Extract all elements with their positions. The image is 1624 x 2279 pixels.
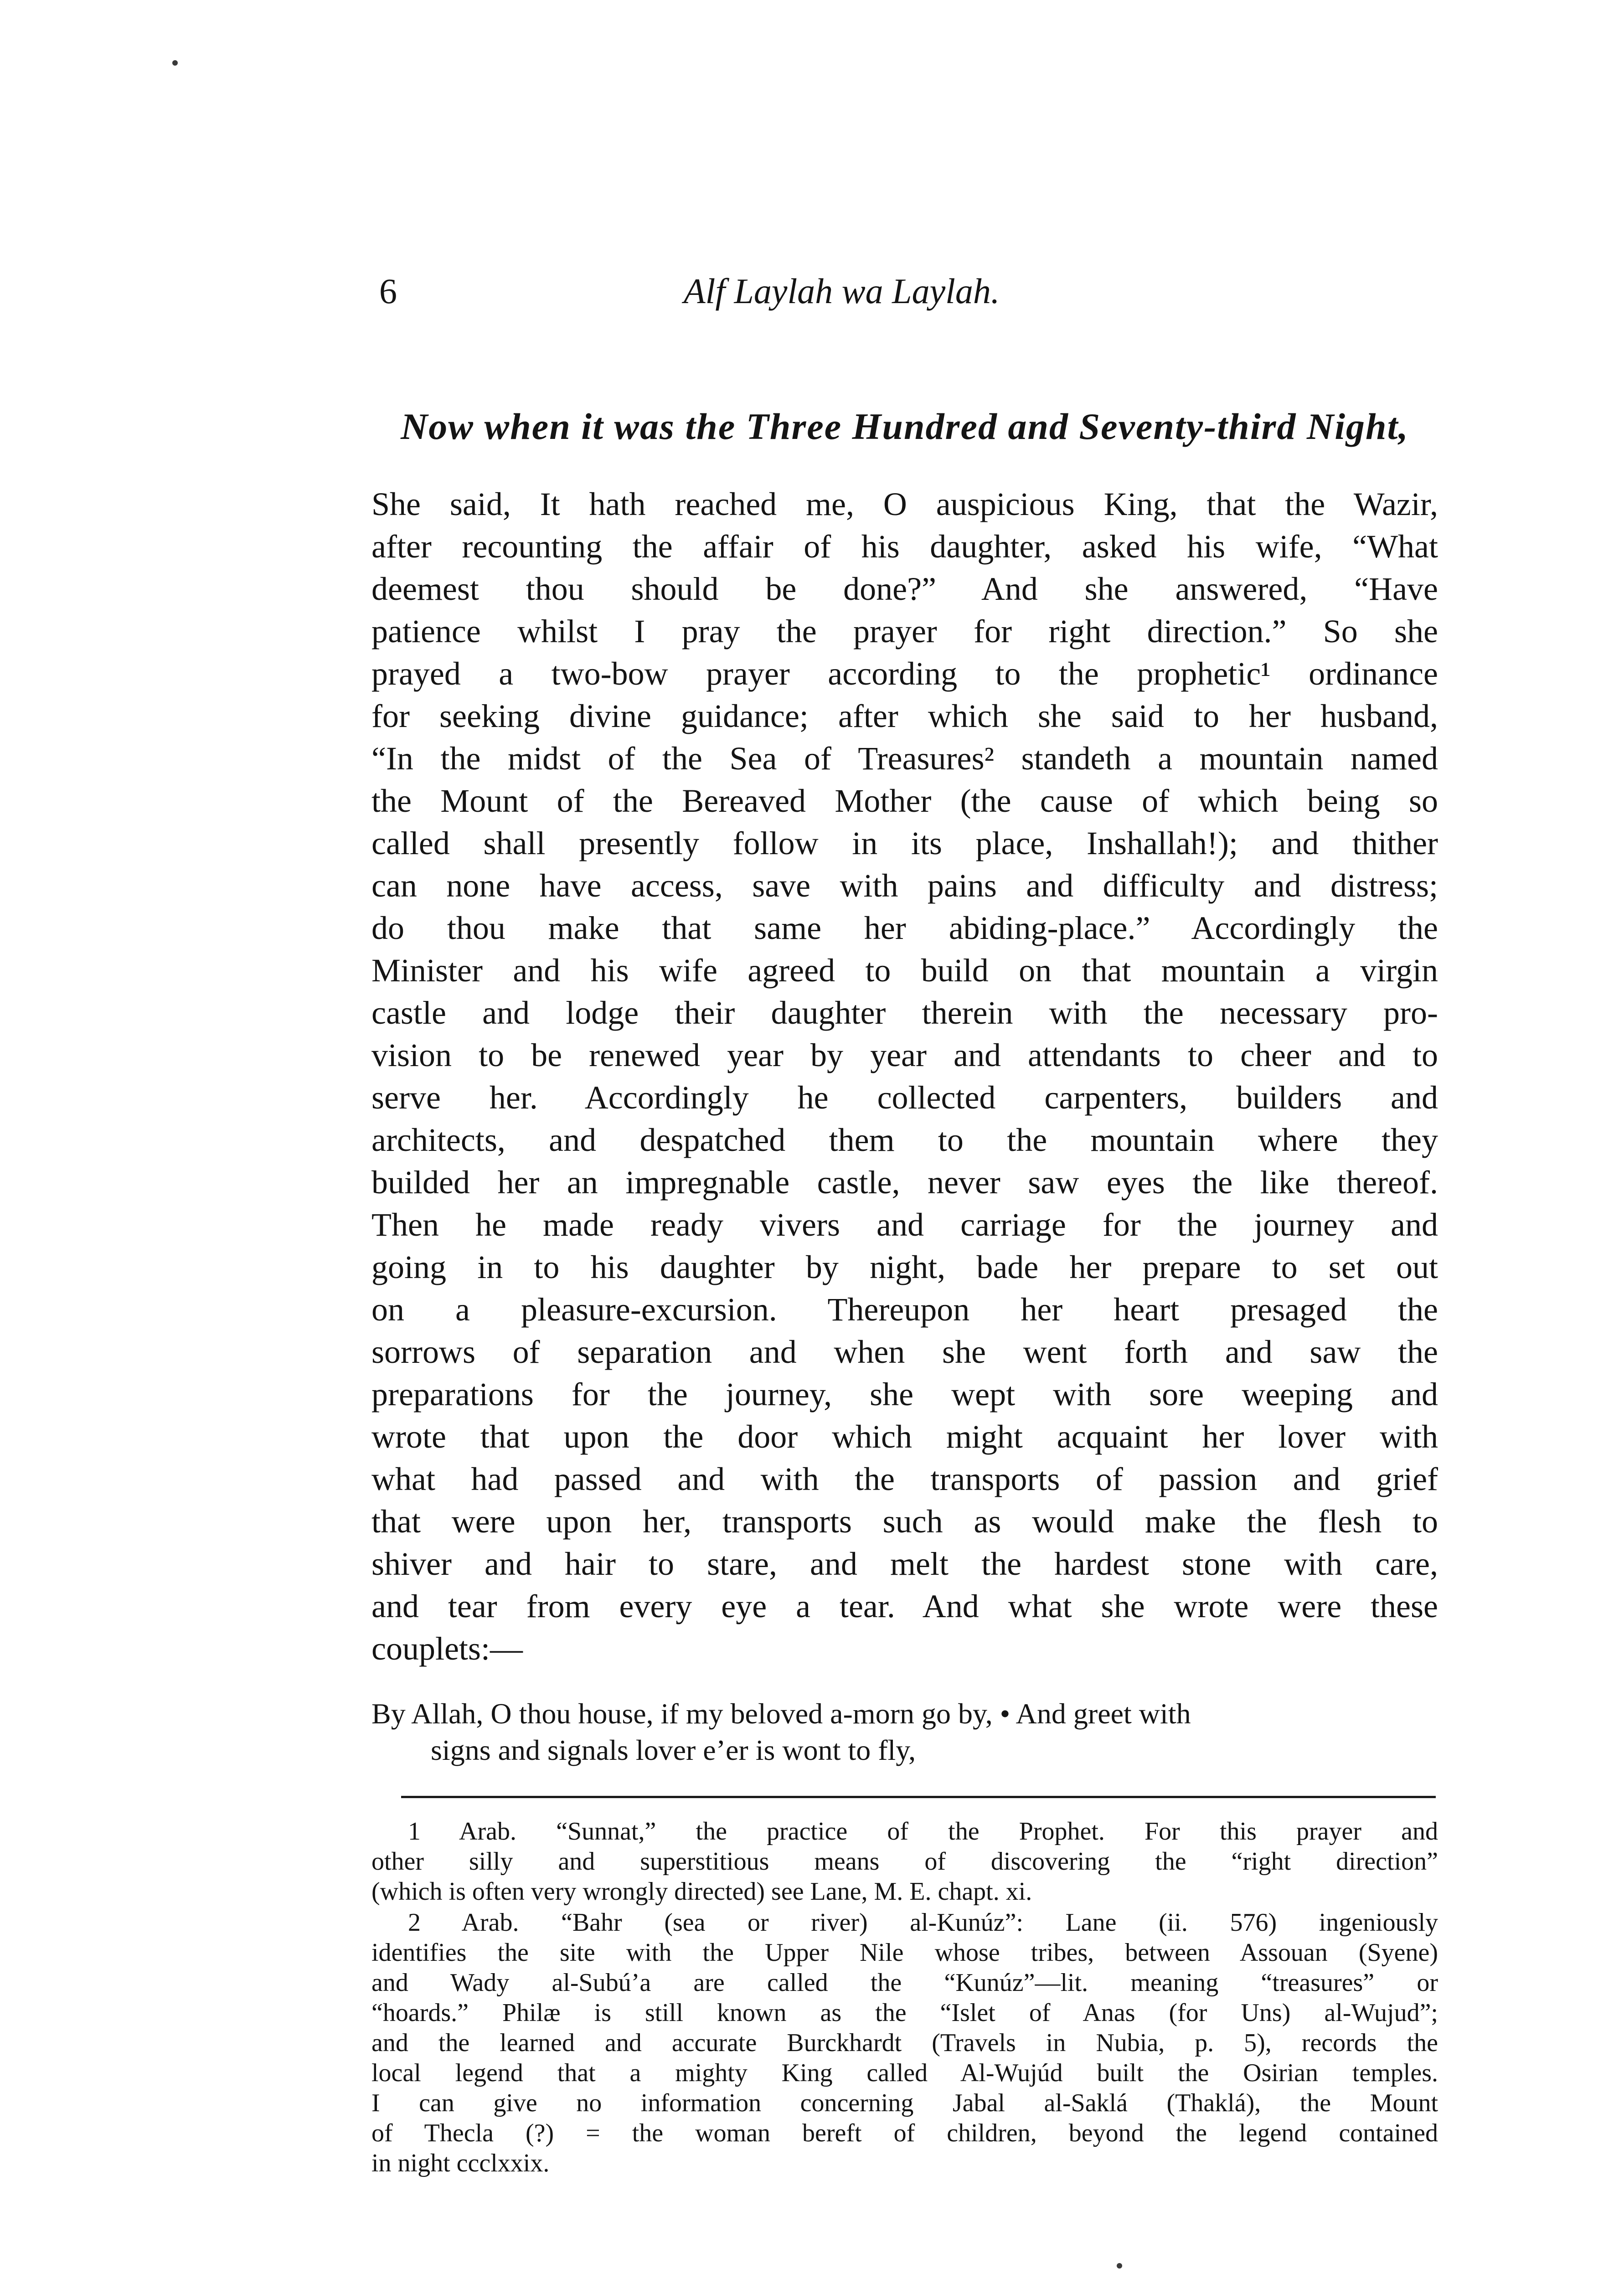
body-line: called shall presently follow in its place, Inshallah!); and thither — [371, 825, 1438, 861]
body-line: for seeking divine guidance; after which she said to her husband, — [371, 698, 1438, 734]
body-line: after recounting the affair of his daughter, asked his wife, “What — [371, 528, 1438, 565]
footnote-line: and Wady al-Subú’a are called the “Kunúz”—lit. meaning “treasures” or — [371, 1969, 1438, 1997]
footnote-rule — [401, 1796, 1436, 1798]
body-line: deemest thou should be done?” And she answered, “Have — [371, 571, 1438, 607]
verse-couplet — [371, 1696, 1438, 1769]
body-line: can none have access, save with pains and difficulty and distress; — [371, 867, 1438, 904]
body-line: prayed a two-bow prayer according to the prophetic¹ ordinance — [371, 655, 1438, 692]
body-text — [371, 483, 1438, 1670]
body-line: going in to his daughter by night, bade her prepare to set out — [371, 1249, 1438, 1285]
body-line: Minister and his wife agreed to build on that mountain a virgin — [371, 952, 1438, 989]
footnotes — [371, 1816, 1438, 2179]
body-line: architects, and despatched them to the mountain where they — [371, 1122, 1438, 1158]
body-line: what had passed and with the transports of passion and grief — [371, 1461, 1438, 1497]
page-number: 6 — [379, 271, 397, 311]
body-line: do thou make that same her abiding-place.” Accordingly the — [371, 910, 1438, 946]
stray-dot-mark — [172, 60, 178, 66]
footnote-line: in night ccclxxix. — [371, 2149, 550, 2177]
footnote-line: of Thecla (?) = the woman bereft of children, beyond the legend contained — [371, 2119, 1438, 2147]
footnote-line: (which is often very wrongly directed) see Lane, M. E. chapt. xi. — [371, 1877, 1032, 1906]
footnote-line: other silly and superstitious means of discovering the “right direction” — [371, 1847, 1438, 1876]
footnote-1 — [371, 1816, 1438, 1907]
footnote-line: “hoards.” Philæ is still known as the “Islet of Anas (for Uns) al-Wujud”; — [371, 1999, 1438, 2027]
footnote-line: 1 Arab. “Sunnat,” the practice of the Prophet. For this prayer and — [408, 1817, 1438, 1846]
body-line: that were upon her, transports such as would make the flesh to — [371, 1503, 1438, 1540]
body-line: serve her. Accordingly he collected carpenters, builders and — [371, 1079, 1438, 1116]
verse-line: By Allah, O thou house, if my beloved a-morn go by, • And greet with — [371, 1697, 1191, 1730]
body-line: preparations for the journey, she wept with sore weeping and — [371, 1376, 1438, 1413]
verse-line: signs and signals lover e’er is wont to fly, — [431, 1734, 916, 1766]
night-heading: Now when it was the Three Hundred and Seventy-third Night, — [401, 406, 1409, 447]
body-line: Then he made ready vivers and carriage for the journey and — [371, 1207, 1438, 1243]
footnote-line: local legend that a mighty King called Al-Wujúd built the Osirian temples. — [371, 2059, 1438, 2087]
body-line: patience whilst I pray the prayer for right direction.” So she — [371, 613, 1438, 650]
body-line: builded her an impregnable castle, never saw eyes the like thereof. — [371, 1164, 1438, 1201]
footnote-line: 2 Arab. “Bahr (sea or river) al-Kunúz”: Lane (ii. 576) ingeniously — [408, 1908, 1438, 1937]
footnote-line: I can give no information concerning Jabal al-Saklá (Thaklá), the Mount — [371, 2089, 1438, 2117]
footnote-2 — [371, 1908, 1438, 2178]
body-line: castle and lodge their daughter therein with the necessary pro- — [371, 995, 1438, 1031]
body-line: She said, It hath reached me, O auspicious King, that the Wazir, — [371, 486, 1438, 522]
body-line: vision to be renewed year by year and attendants to cheer and to — [371, 1037, 1438, 1073]
stray-dot-mark — [1117, 2263, 1122, 2269]
body-line: shiver and hair to stare, and melt the hardest stone with care, — [371, 1546, 1438, 1582]
body-line: couplets:— — [371, 1630, 523, 1667]
body-line: and tear from every eye a tear. And what she wrote were these — [371, 1588, 1438, 1624]
body-line: wrote that upon the door which might acquaint her lover with — [371, 1418, 1438, 1455]
body-line: on a pleasure-excursion. Thereupon her heart presaged the — [371, 1291, 1438, 1328]
footnote-line: and the learned and accurate Burckhardt (Travels in Nubia, p. 5), records the — [371, 2029, 1438, 2057]
running-title: Alf Laylah wa Laylah. — [684, 271, 1000, 311]
body-line: “In the midst of the Sea of Treasures² standeth a mountain named — [371, 740, 1438, 777]
body-line: the Mount of the Bereaved Mother (the cause of which being so — [371, 783, 1438, 819]
footnote-line: identifies the site with the Upper Nile whose tribes, between Assouan (Syene) — [371, 1939, 1438, 1967]
body-line: sorrows of separation and when she went forth and saw the — [371, 1334, 1438, 1370]
